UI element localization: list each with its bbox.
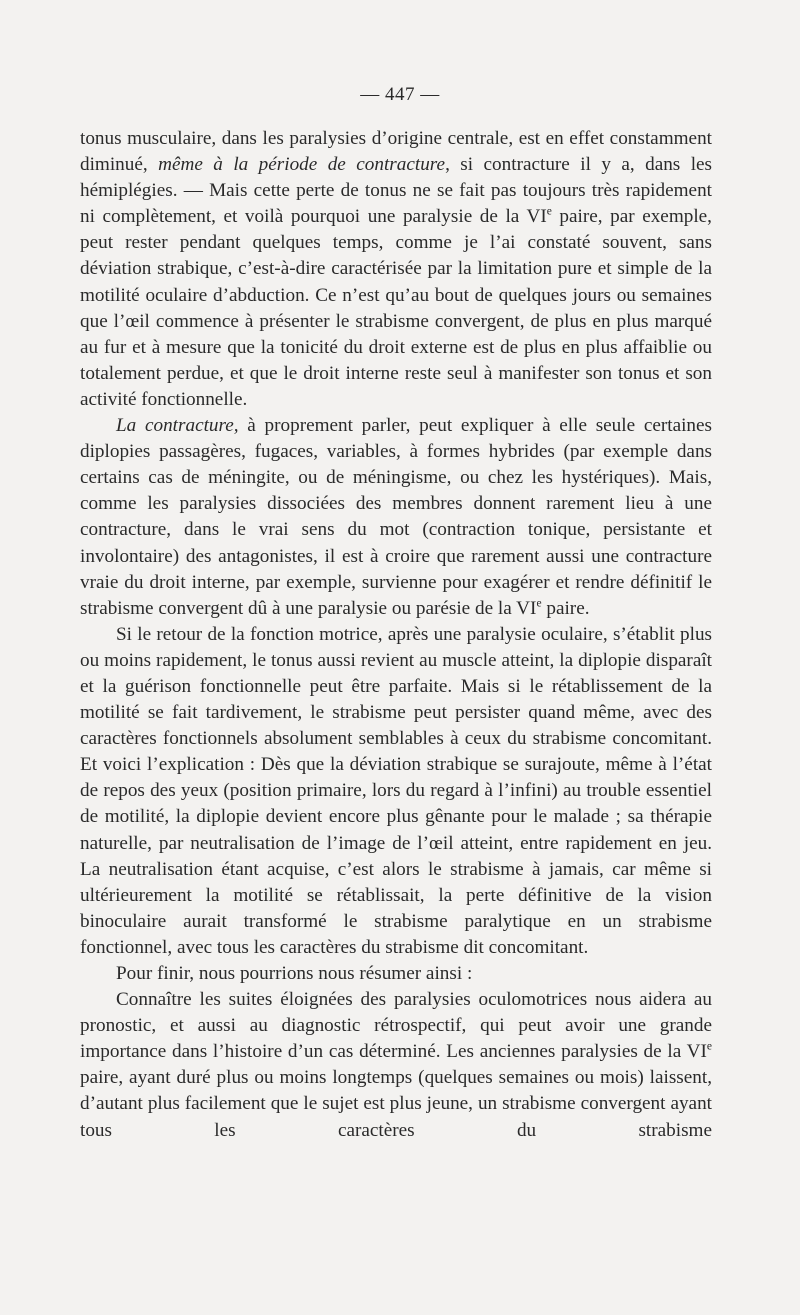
text-segment: , si contracture il y a, dans les hémiplégies. — Mais cette perte de tonus ne se fait pas toujours très rapidement ni complètement, et voilà pourquoi une paralysie de la VI (80, 154, 713, 228)
text-segment: à proprement parler, peut expliquer à elle seule certaines diplopies passagères, fugaces, variables, à formes hybrides (par exemple dans certains cas de méningite, ou de méningisme, ou chez les hystériques). Mais, comme les paralysies dissociées des membres donnent rarement lieu à une contracture, dans le vrai sens du mot (contraction tonique, persistante et involontaire) des antagonistes, il est à croire que rarement aussi une contracture vraie du droit interne, par exemple, survienne pour exagérer et rendre définitif le strabisme convergent dû à une paralysie ou parésie de la VI (80, 415, 713, 619)
text-segment: Pour finir, nous pourrions nous résumer ainsi : (116, 963, 473, 984)
paragraph (80, 987, 712, 1144)
paragraph (80, 413, 712, 622)
page-number: — 447 — (360, 84, 440, 105)
text-segment: paire, par exemple, peut rester pendant quelques temps, comme je l’ai constaté souvent, sans déviation strabique, c’est-à-dire caractérisée par la limitation pure et simple de la motilité oculaire d’abduction. Ce n’est qu’au bout de quelques jours ou semaines que l’œil commence à présenter le strabisme convergent, de plus en plus marqué au fur et à mesure que la tonicité du droit externe est de plus en plus affaiblie ou totalement perdue, et que le droit interne reste seul à manifester son tonus et son activité fonctionnelle. (80, 206, 712, 410)
paragraph (80, 961, 712, 987)
superscript: e (546, 205, 552, 218)
superscript: e (706, 1040, 712, 1053)
italic-text: même à la période de contracture (158, 154, 446, 176)
text-segment: Si le retour de la fonction motrice, après une paralysie oculaire, s’établit plus ou moins rapidement, le tonus aussi revient au muscle atteint, la diplopie disparaît et la guérison fonctionnelle peut être parfaite. Mais si le rétablissement de la motilité se fait tardivement, le strabisme peut persister quand même, avec des caractères fonctionnels absolument semblables à ceux du strabisme concomitant. Et voici l’explication : Dès que la déviation strabique se surajoute, même à l’état de repos des yeux (position primaire, lors du regard à l’infini) au trouble essentiel de motilité, la diplopie devient encore plus gênante pour le malade ; sa thérapie naturelle, par neutralisation de l’image de l’œil atteint, entre rapidement en jeu. La neutralisation étant acquise, c’est alors le strabisme à jamais, car même si ultérieurement la motilité se rétablissait, la perte définitive de la vision binoculaire aurait transformé le strabisme paralytique en un strabisme fonctionnel, avec tous les caractères du strabisme dit concomitant. (80, 623, 712, 958)
paragraph (80, 622, 712, 961)
body-text (80, 126, 712, 1144)
text-segment: paire, ayant duré plus ou moins longtemps (quelques semaines ou mois) laissent, d’autant plus facilement que le sujet est plus jeune, un strabisme convergent ayant tous les caractères du strabisme (80, 1067, 712, 1141)
superscript: e (536, 597, 542, 610)
paragraph (80, 126, 712, 413)
text-segment: Connaître les suites éloignées des paralysies oculomotrices nous aidera au pronostic, et aussi au diagnostic rétrospectif, qui peut avoir une grande importance dans l’histoire d’un cas déterminé. Les anciennes paralysies de la VI (80, 989, 712, 1063)
text-segment: tonus musculaire, dans les paralysies d’origine centrale, est en effet constamment diminué, (80, 128, 712, 176)
text-segment: paire. (541, 597, 590, 619)
italic-text: La contracture, (116, 415, 239, 437)
